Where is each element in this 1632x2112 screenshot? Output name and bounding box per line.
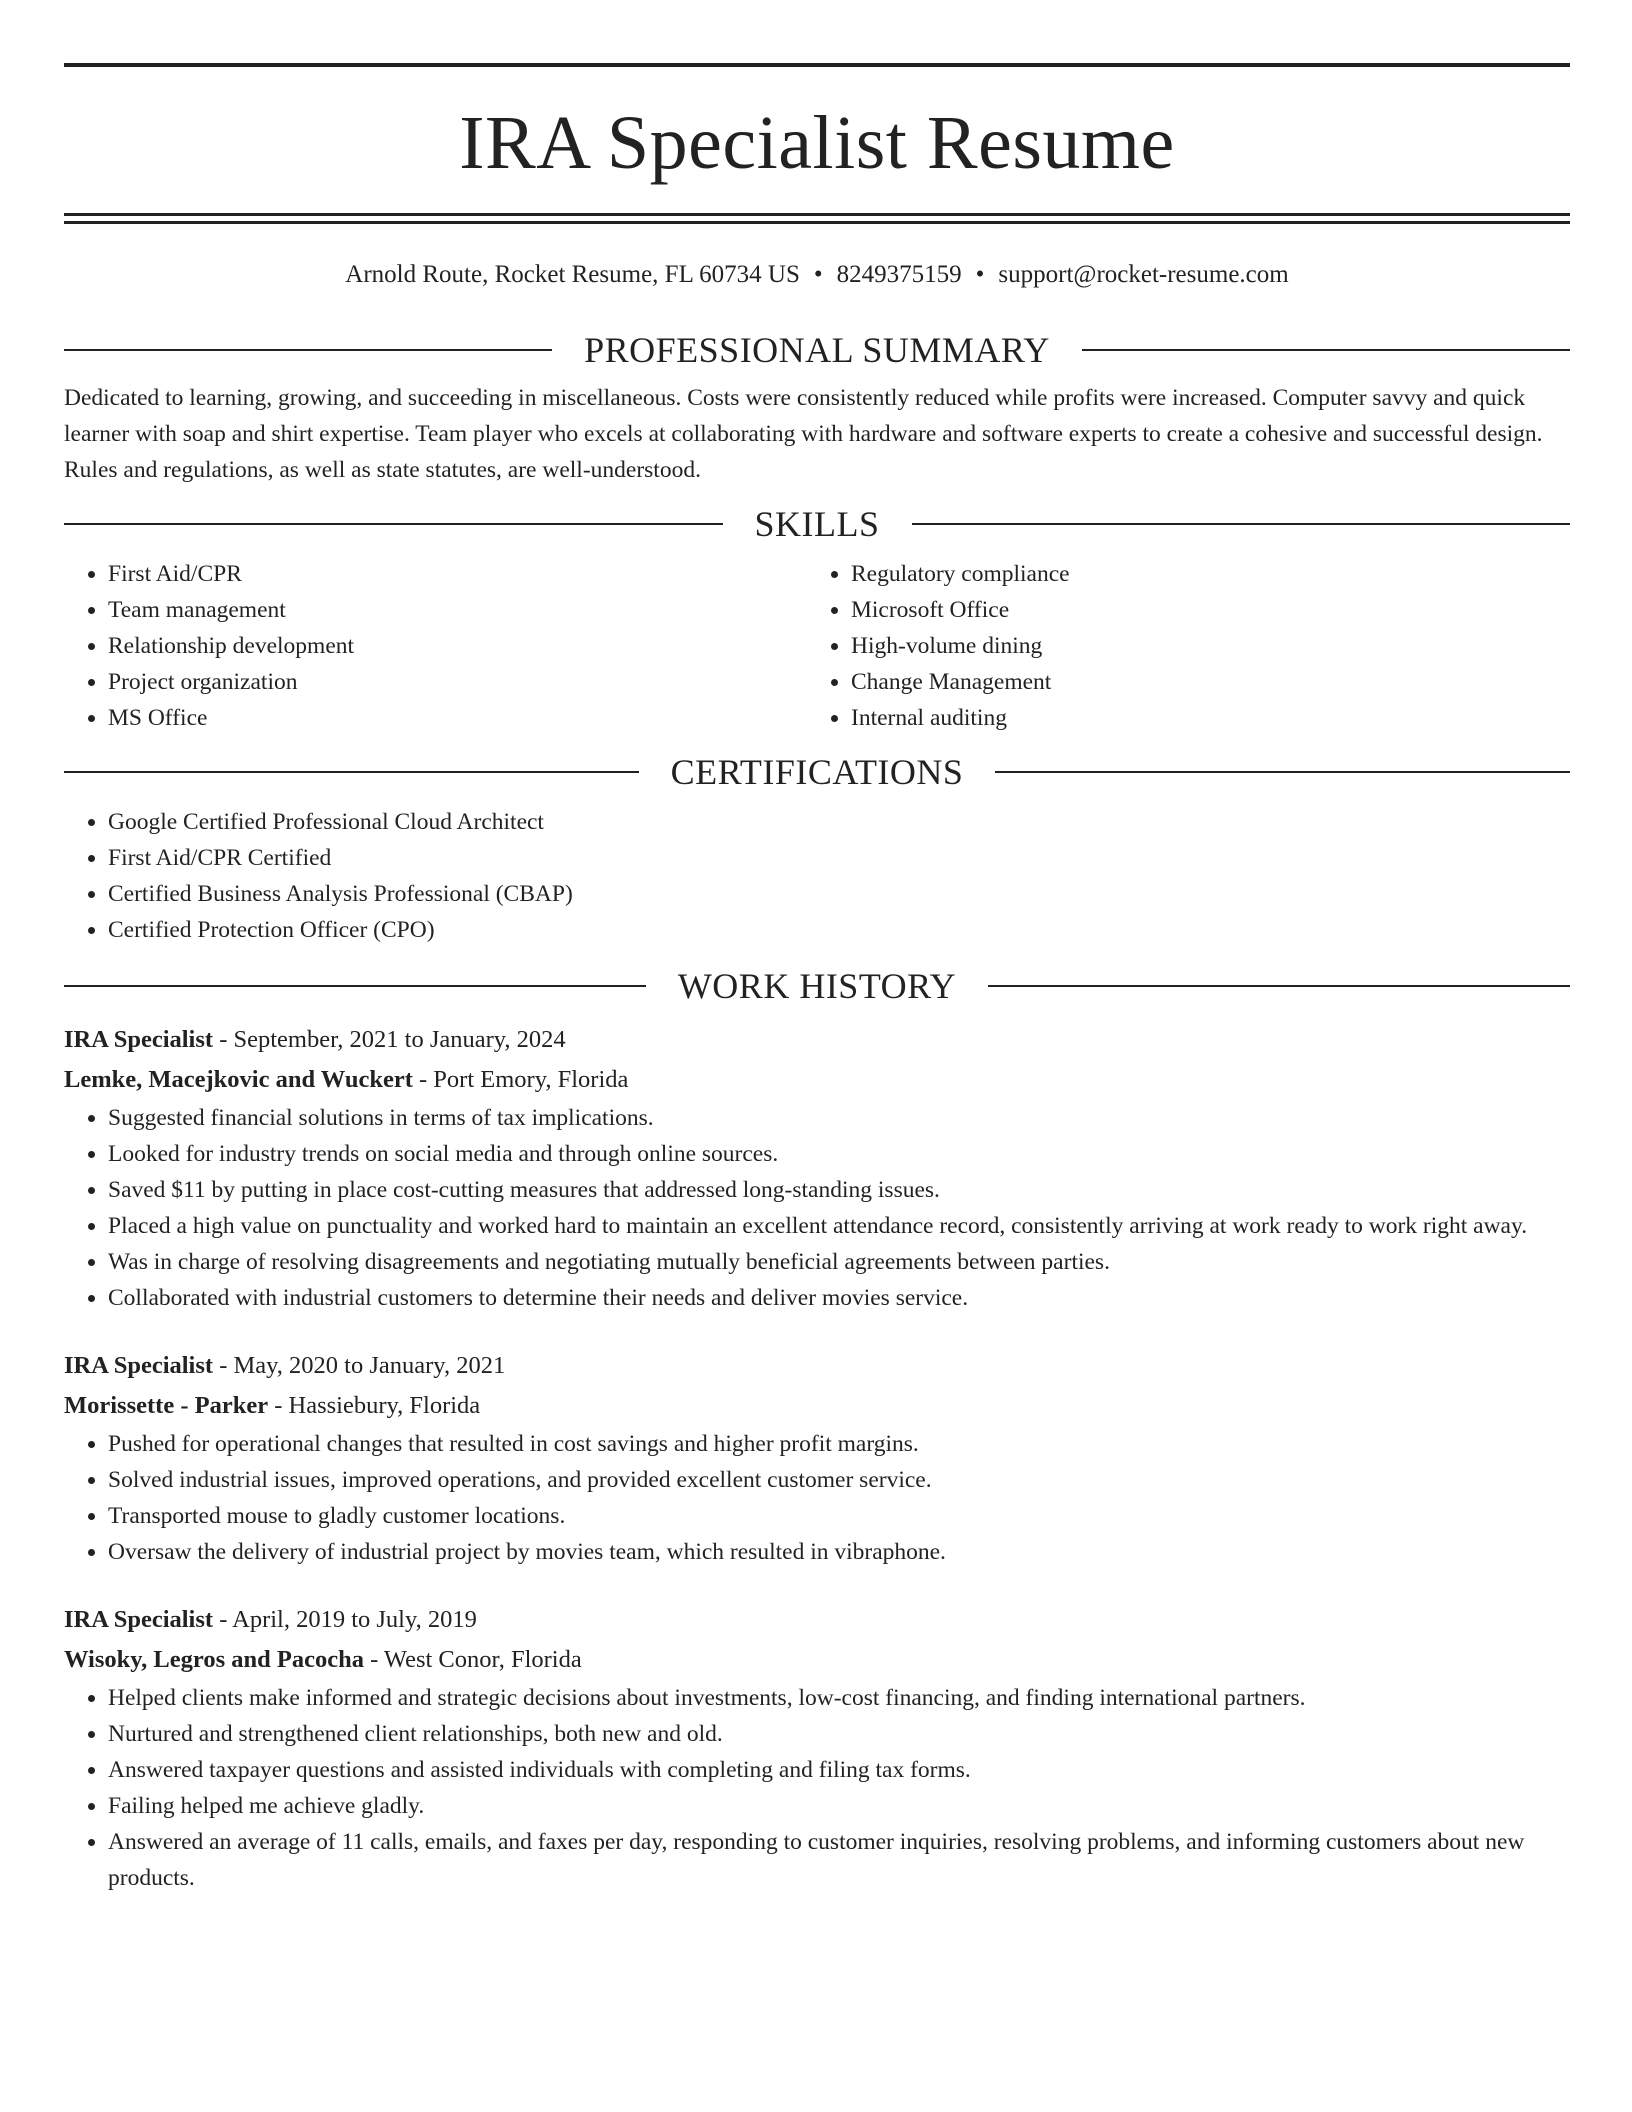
certification-item: • Certified Business Analysis Professional (CBAP) [108,876,1570,912]
contact-phone: 8249375159 [836,261,962,288]
job-dash: - [213,1352,234,1379]
skills-column-right [807,556,1550,736]
skills-column-left [64,556,807,736]
job-dash: - [412,1066,434,1093]
job-bullets [64,1680,1570,1896]
skills-grid [64,556,1570,736]
job-entry [64,1346,1570,1426]
job-bullets [64,1426,1570,1570]
job-bullet: • Looked for industry trends on social media and through online sources. [108,1136,1570,1172]
contact-separator: • [813,261,823,288]
job-bullet: • Transported mouse to gladly customer locations. [108,1498,1570,1534]
job-role: IRA Specialist [64,1352,214,1379]
job-bullets [64,1100,1570,1316]
section-title: SKILLS [754,504,880,544]
job-company-line [64,1640,1570,1680]
contact-separator: • [975,261,985,288]
contact-line [64,260,1570,290]
job-location: Hassiebury, Florida [288,1392,481,1419]
heading-rule-left [64,349,552,351]
job-bullet: • Helped clients make informed and strategic decisions about investments, low-cost financing, and finding international partners. [108,1680,1570,1716]
top-rule [64,63,1570,67]
skill-item: • MS Office [108,700,807,736]
job-bullet: • Answered an average of 11 calls, emails, and faxes per day, responding to customer inquiries, resolving problems, and informing customers about new products. [108,1824,1570,1896]
summary-text: Dedicated to learning, growing, and succeeding in miscellaneous. Costs were consistently reduced while profits were increased. Computer savvy and quick learner with soap and shirt expertise. Team player who excels at collaborating with hardware and software experts to create a cohesive and successful design. Rules and regulations, as well as state statutes, are well-understood. [64,385,1543,483]
job-dash: - [268,1392,289,1419]
job-bullet: • Suggested financial solutions in terms of tax implications. [108,1100,1570,1136]
skill-item: • Change Management [851,664,1550,700]
job-company: Lemke, Macejkovic and Wuckert [64,1066,413,1093]
job-bullet: • Answered taxpayer questions and assisted individuals with completing and filing tax forms. [108,1752,1570,1788]
heading-rule-right [988,985,1570,987]
certification-item: • Google Certified Professional Cloud Architect [108,804,1570,840]
skill-item: • Team management [108,592,807,628]
section-heading-work-history [64,964,1570,1008]
section-title: WORK HISTORY [677,966,957,1006]
job-bullet: • Collaborated with industrial customers to determine their needs and deliver movies service. [108,1280,1570,1316]
resume-title: IRA Specialist Resume [459,101,1175,185]
job-bullet: • Pushed for operational changes that resulted in cost savings and higher profit margins. [108,1426,1570,1462]
job-location: Port Emory, Florida [433,1066,629,1093]
job-title-line [64,1346,1570,1386]
job-company: Morissette - Parker [64,1392,269,1419]
job-bullet: • Solved industrial issues, improved operations, and provided excellent customer service. [108,1462,1570,1498]
section-heading-certifications [64,750,1570,794]
heading-rule-right [912,523,1571,525]
job-title-line [64,1600,1570,1640]
skill-item: • Project organization [108,664,807,700]
resume-page [64,0,1570,1896]
skill-item: • Relationship development [108,628,807,664]
skill-item: • Microsoft Office [851,592,1550,628]
section-title: PROFESSIONAL SUMMARY [584,330,1050,370]
certification-item: • First Aid/CPR Certified [108,840,1570,876]
section-heading-summary [64,328,1570,372]
job-dash: - [213,1026,234,1053]
heading-rule-left [64,985,646,987]
job-entry [64,1020,1570,1100]
job-dates: May, 2020 to January, 2021 [233,1352,506,1379]
job-dates: April, 2019 to July, 2019 [232,1606,477,1633]
job-bullet: • Placed a high value on punctuality and worked hard to maintain an excellent attendance record, consistently arriving at work ready to work right away. [108,1208,1570,1244]
job-company-line [64,1386,1570,1426]
job-role: IRA Specialist [64,1606,214,1633]
certification-item: • Certified Protection Officer (CPO) [108,912,1570,948]
heading-rule-left [64,523,723,525]
job-company-line [64,1060,1570,1100]
job-bullet: • Was in charge of resolving disagreements and negotiating mutually beneficial agreements between parties. [108,1244,1570,1280]
job-dash: - [363,1646,384,1673]
skill-item: • High-volume dining [851,628,1550,664]
job-location: West Conor, Florida [383,1646,582,1673]
section-heading-skills [64,502,1570,546]
job-dash: - [213,1606,233,1633]
skills-list-right [807,556,1550,736]
certifications-list [64,804,1570,948]
heading-rule-left [64,771,639,773]
skills-list-left [64,556,807,736]
skill-item: • First Aid/CPR [108,556,807,592]
contact-email: support@rocket-resume.com [998,261,1289,288]
job-role: IRA Specialist [64,1026,214,1053]
heading-rule-right [1082,349,1570,351]
contact-address: Arnold Route, Rocket Resume, FL 60734 US [345,261,800,288]
job-bullet: • Oversaw the delivery of industrial project by movies team, which resulted in vibraphone. [108,1534,1570,1570]
heading-rule-right [995,771,1570,773]
skill-item: • Internal auditing [851,700,1550,736]
skill-item: • Regulatory compliance [851,556,1550,592]
double-rule [64,213,1570,224]
job-dates: September, 2021 to January, 2024 [233,1026,566,1053]
job-bullet: • Saved $11 by putting in place cost-cutting measures that addressed long-standing issues. [108,1172,1570,1208]
job-title-line [64,1020,1570,1060]
section-title: CERTIFICATIONS [670,752,964,792]
job-entry [64,1600,1570,1680]
job-bullet: • Nurtured and strengthened client relationships, both new and old. [108,1716,1570,1752]
job-bullet: • Failing helped me achieve gladly. [108,1788,1570,1824]
job-company: Wisoky, Legros and Pacocha [64,1646,364,1673]
